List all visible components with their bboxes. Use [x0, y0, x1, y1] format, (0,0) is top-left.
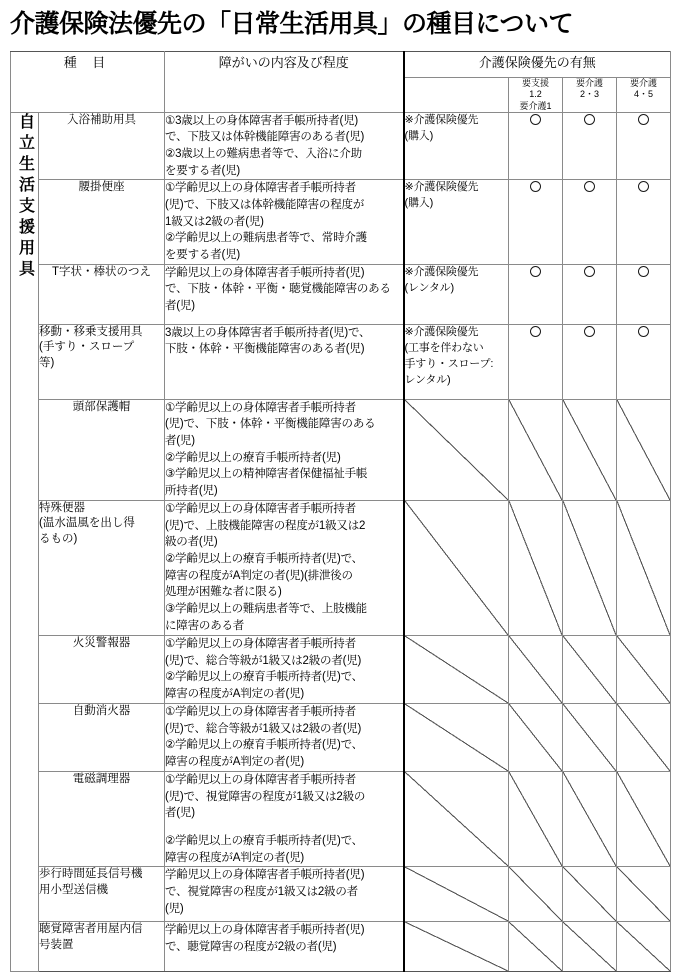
condition-line: で、視覚障害の程度が1級又は2級の者 [165, 885, 358, 898]
insurance-level-cell-3 [617, 264, 671, 324]
insurance-note-line: ※介護保険優先 [404, 181, 479, 194]
item-name-line: 電磁調理器 [72, 772, 131, 785]
condition-line: 者(児) [165, 807, 195, 820]
condition-line: 障害の程度がA判定の者(児) [165, 755, 305, 768]
insurance-level-cell-1 [509, 922, 563, 972]
condition-line: で、下肢・体幹・平衡・聴覚機能障害のある [165, 283, 391, 296]
table-row [11, 500, 671, 635]
condition-cell [165, 264, 404, 324]
header-item-label: 種 目 [63, 55, 112, 70]
header-level-2-line2: 2・3 [579, 89, 599, 100]
insurance-level-cell-2 [563, 703, 617, 771]
circle-mark-icon [530, 181, 541, 192]
insurance-level-cell-1 [509, 867, 563, 922]
item-name-cell [39, 112, 165, 180]
condition-line: ①学齢児以上の身体障害者手帳所持者 [165, 773, 356, 786]
condition-line: 障害の程度がA判定の者(児) [165, 851, 305, 864]
condition-cell [165, 703, 404, 771]
circle-mark-icon [584, 326, 595, 337]
insurance-note-cell [404, 180, 509, 264]
insurance-level-cell-3 [617, 922, 671, 972]
item-name-line: T字状・棒状のつえ [51, 265, 152, 278]
condition-cell [165, 112, 404, 180]
item-name-line: 等) [39, 356, 55, 369]
table-row [11, 112, 671, 180]
item-name-line: (温水温風を出し得 [39, 517, 135, 530]
condition-line: 障害の程度がA判定の者(児)(排泄後の [165, 569, 353, 582]
circle-mark-icon [530, 114, 541, 125]
insurance-level-cell-3 [617, 324, 671, 399]
insurance-level-cell-3 [617, 703, 671, 771]
item-name-line: 用小型送信機 [39, 883, 108, 896]
header-level-3-line1: 要介護 [630, 78, 658, 88]
condition-line: 下肢・体幹・平衡機能障害のある者(児) [165, 343, 365, 356]
daily-living-equipment-table [10, 51, 671, 972]
condition-line: ③学齢児以上の難病患者等で、上肢機能 [165, 602, 367, 615]
item-name-line: 歩行時間延長信号機 [39, 868, 143, 881]
category-cell-independent-living-support [11, 112, 39, 971]
condition-line: を要する者(児) [165, 164, 241, 177]
header-level-1-line3: 要介護1 [519, 100, 552, 111]
header-level-care-4-5 [617, 78, 671, 113]
item-name-line: 号装置 [39, 938, 74, 951]
daily-living-equipment-table-wrapper [10, 51, 670, 952]
insurance-level-cell-3 [617, 771, 671, 866]
insurance-note-cell [404, 867, 509, 922]
item-name-line: 聴覚障害者用屋内信 [39, 923, 143, 936]
insurance-level-cell-3 [617, 399, 671, 500]
condition-line: 学齢児以上の身体障害者手帳所持者(児) [165, 869, 365, 882]
table-body [11, 112, 671, 971]
condition-line: 1級又は2級の者(児) [165, 215, 264, 228]
condition-line: に障害のある者 [165, 619, 245, 632]
category-label: 自立生活支援用具 [16, 112, 34, 281]
condition-cell [165, 771, 404, 866]
condition-line: 級の者(児) [165, 536, 218, 549]
condition-line: ②3歳以上の難病患者等で、入浴に介助 [165, 148, 362, 161]
item-name-cell [39, 703, 165, 771]
insurance-level-cell-3 [617, 500, 671, 635]
insurance-note-cell [404, 922, 509, 972]
condition-line: 学齢児以上の身体障害者手帳所持者(児) [165, 924, 365, 937]
insurance-note-line: (工事を伴わない [404, 341, 484, 354]
insurance-level-cell-1 [509, 399, 563, 500]
condition-line [165, 822, 403, 833]
condition-line: ①学齢児以上の身体障害者手帳所持者 [165, 502, 356, 515]
circle-mark-icon [638, 114, 649, 125]
insurance-level-cell-2 [563, 112, 617, 180]
item-name-cell [39, 324, 165, 399]
table-row [11, 635, 671, 703]
circle-mark-icon [584, 266, 595, 277]
condition-line: ②学齢児以上の療育手帳所持者(児)で、 [165, 552, 363, 565]
condition-line: (児)で、下肢・体幹・平衡機能障害のある [165, 418, 376, 431]
insurance-level-cell-2 [563, 771, 617, 866]
condition-line: (児) [165, 902, 184, 915]
table-row [11, 867, 671, 922]
header-level-1-line1: 要支援 [521, 78, 549, 88]
item-name-line: 入浴補助用具 [67, 113, 136, 126]
insurance-level-cell-3 [617, 180, 671, 264]
condition-line: (児)で、下肢又は体幹機能障害の程度が [165, 199, 365, 212]
insurance-level-cell-1 [509, 635, 563, 703]
condition-line: ②学齢児以上の療育手帳所持者(児) [165, 451, 341, 464]
insurance-level-cell-2 [563, 635, 617, 703]
condition-line: 学齢児以上の身体障害者手帳所持者(児) [165, 266, 365, 279]
circle-mark-icon [638, 326, 649, 337]
insurance-note-line: ※介護保険優先 [404, 265, 479, 278]
header-insurance-group: 介護保険優先の有無 [404, 52, 671, 78]
insurance-level-cell-2 [563, 500, 617, 635]
insurance-level-cell-2 [563, 922, 617, 972]
insurance-note-line: (レンタル) [404, 281, 454, 294]
item-name-line: 移動・移乗支援用具 [39, 325, 143, 338]
circle-mark-icon [530, 326, 541, 337]
item-name-line: 自動消火器 [72, 704, 131, 717]
condition-line: (児)で、総合等級が1級又は2級の者(児) [165, 722, 362, 735]
table-row [11, 324, 671, 399]
insurance-note-cell [404, 399, 509, 500]
condition-line: を要する者(児) [165, 249, 241, 262]
header-note-blank [404, 78, 509, 113]
condition-line: (児)で、上肢機能障害の程度が1級又は2 [165, 519, 366, 532]
insurance-note-cell [404, 771, 509, 866]
table-row [11, 703, 671, 771]
insurance-level-cell-1 [509, 771, 563, 866]
circle-mark-icon [584, 114, 595, 125]
condition-cell [165, 635, 404, 703]
header-row-top [11, 52, 671, 78]
insurance-level-cell-1 [509, 180, 563, 264]
condition-line: 3歳以上の身体障害者手帳所持者(児)で、 [165, 326, 371, 339]
item-name-line: 腰掛便座 [78, 181, 125, 194]
condition-line: ②学齢児以上の療育手帳所持者(児)で、 [165, 739, 363, 752]
table-row [11, 399, 671, 500]
item-name-line: 特殊便器 [39, 501, 85, 514]
condition-cell [165, 867, 404, 922]
insurance-level-cell-3 [617, 112, 671, 180]
insurance-note-line: (購入) [404, 197, 434, 210]
table-row [11, 771, 671, 866]
circle-mark-icon [584, 181, 595, 192]
table-row [11, 264, 671, 324]
table-row [11, 922, 671, 972]
condition-line: 障害の程度がA判定の者(児) [165, 687, 305, 700]
condition-line: ②学齢児以上の療育手帳所持者(児)で、 [165, 834, 363, 847]
condition-cell [165, 500, 404, 635]
item-name-cell [39, 635, 165, 703]
item-name-cell [39, 264, 165, 324]
insurance-note-cell [404, 703, 509, 771]
circle-mark-icon [638, 181, 649, 192]
item-name-line: 頭部保護帽 [72, 400, 131, 413]
insurance-level-cell-1 [509, 112, 563, 180]
condition-line: ②学齢児以上の難病患者等で、常時介護 [165, 232, 367, 245]
insurance-level-cell-1 [509, 324, 563, 399]
condition-line: ①学齢児以上の身体障害者手帳所持者 [165, 401, 356, 414]
insurance-note-line: 手すり・スロープ: [404, 357, 494, 370]
item-name-cell [39, 867, 165, 922]
insurance-note-line: ※介護保険優先 [404, 113, 479, 126]
condition-line: で、下肢又は体幹機能障害のある者(児) [165, 131, 365, 144]
insurance-level-cell-1 [509, 500, 563, 635]
insurance-level-cell-2 [563, 324, 617, 399]
condition-line: ③学齢児以上の精神障害者保健福祉手帳 [165, 468, 368, 481]
item-name-line: るもの) [39, 532, 78, 545]
item-name-cell [39, 922, 165, 972]
condition-line: 者(児) [165, 300, 195, 313]
insurance-note-line: レンタル) [404, 373, 451, 386]
condition-line: 者(児) [165, 435, 195, 448]
item-name-cell [39, 399, 165, 500]
condition-line: ①学齢児以上の身体障害者手帳所持者 [165, 182, 356, 195]
header-level-2-line1: 要介護 [575, 78, 603, 88]
insurance-level-cell-2 [563, 264, 617, 324]
header-level-3-line2: 4・5 [634, 89, 654, 100]
insurance-note-line: ※介護保険優先 [404, 325, 479, 338]
table-header [11, 52, 671, 113]
header-level-support-1-2 [509, 78, 563, 113]
insurance-level-cell-2 [563, 399, 617, 500]
item-name-cell [39, 180, 165, 264]
header-level-care-2-3 [563, 78, 617, 113]
insurance-note-cell [404, 324, 509, 399]
insurance-note-cell [404, 635, 509, 703]
condition-line: 所持者(児) [165, 485, 218, 498]
insurance-level-cell-3 [617, 867, 671, 922]
condition-cell [165, 324, 404, 399]
insurance-note-cell [404, 112, 509, 180]
item-name-cell [39, 771, 165, 866]
insurance-level-cell-1 [509, 264, 563, 324]
condition-cell [165, 922, 404, 972]
condition-cell [165, 180, 404, 264]
circle-mark-icon [530, 266, 541, 277]
condition-line: ①学齢児以上の身体障害者手帳所持者 [165, 637, 356, 650]
insurance-note-cell [404, 264, 509, 324]
item-name-line: 火災警報器 [72, 636, 131, 649]
header-condition: 障がいの内容及び程度 [165, 52, 404, 113]
header-level-1-line2: 1.2 [529, 89, 542, 100]
condition-line: ①3歳以上の身体障害者手帳所持者(児) [165, 114, 359, 127]
condition-line: ①学齢児以上の身体障害者手帳所持者 [165, 705, 356, 718]
item-name-line: (手すり・スロープ [39, 341, 135, 354]
circle-mark-icon [638, 266, 649, 277]
condition-line: で、聴覚障害の程度が2級の者(児) [165, 940, 337, 953]
header-item [11, 52, 165, 113]
condition-cell [165, 399, 404, 500]
condition-line: ②学齢児以上の療育手帳所持者(児)で、 [165, 671, 363, 684]
condition-line: 処理が困難な者に限る) [165, 586, 282, 599]
insurance-level-cell-1 [509, 703, 563, 771]
condition-line: (児)で、視覚障害の程度が1級又は2級の [165, 790, 366, 803]
page-title: 介護保険法優先の「日常生活用具」の種目について [10, 10, 574, 38]
condition-line: (児)で、総合等級が1級又は2級の者(児) [165, 654, 362, 667]
item-name-cell [39, 500, 165, 635]
insurance-note-line: (購入) [404, 129, 434, 142]
table-row [11, 180, 671, 264]
insurance-level-cell-2 [563, 180, 617, 264]
insurance-level-cell-2 [563, 867, 617, 922]
insurance-note-cell [404, 500, 509, 635]
insurance-level-cell-3 [617, 635, 671, 703]
